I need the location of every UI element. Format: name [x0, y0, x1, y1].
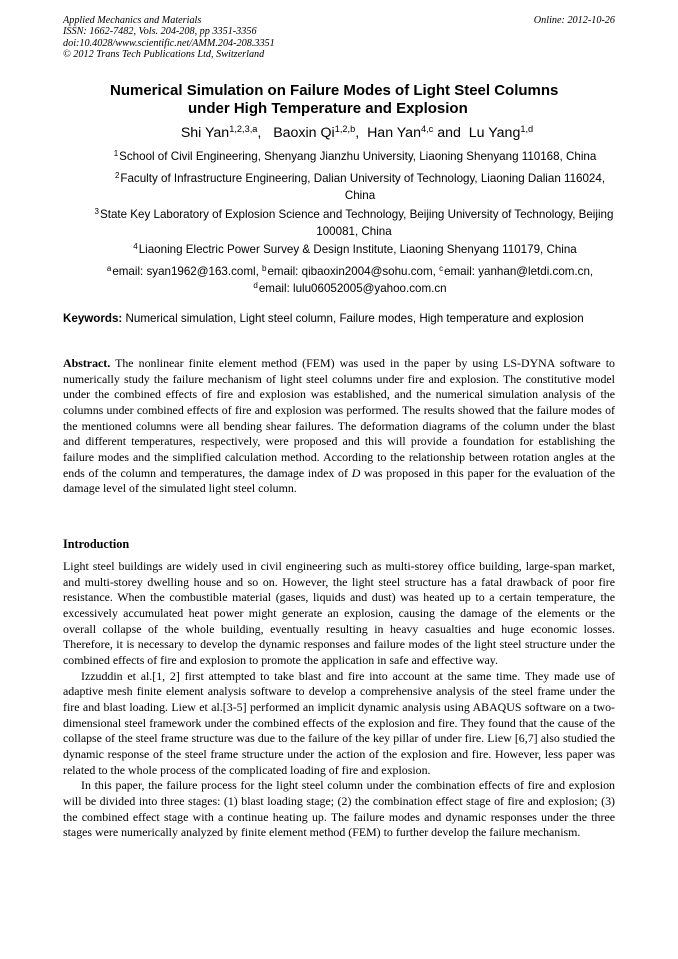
section-heading: Introduction — [63, 537, 130, 551]
affiliation-text: Liaoning Electric Power Survey & Design Institute, Liaoning Shenyang 110179, China — [138, 243, 577, 256]
title-line-1: Numerical Simulation on Failure Modes of Light Steel Columns — [110, 82, 559, 99]
author-sup: 1,d — [520, 123, 534, 134]
author-sup: 1,2,b — [334, 123, 356, 134]
affiliation-number: 4 — [133, 242, 138, 251]
affiliation-text: School of Civil Engineering, Shenyang Jianzhu University, Liaoning Shenyang 110168, China — [119, 150, 597, 163]
affiliation-number: 2 — [114, 171, 120, 180]
introduction-body — [63, 559, 615, 841]
email-label: d — [253, 280, 258, 290]
email-label: a — [106, 264, 112, 273]
email-b[interactable]: email: qibaoxin2004@sohu.com, — [267, 265, 440, 278]
affiliation-number: 1 — [113, 149, 119, 158]
journal-name: Applied Mechanics and Materials — [63, 15, 202, 26]
issn-line: ISSN: 1662-7482, Vols. 204-208, pp 3351-3356 — [63, 26, 257, 38]
author-sep: , — [355, 125, 364, 141]
affiliation-1 — [90, 149, 620, 166]
author-sup: 1,2,3,a — [229, 123, 258, 134]
doi-line: doi:10.4028/www.scientific.net/AMM.204-208.3351 — [63, 37, 275, 49]
paragraph-1: Light steel buildings are widely used in civil engineering such as multi-storey office building, large-span market, and multi-storey dwelling house and so on. However, the light steel structure has a fatal drawback of poor fire resistance. When the combustible material (gases, liquids and dust) was heated up to a certain temperature, the excessively accumulated heat power might generate an explosion, causing the damage of the elements or the overall collapse of the whole building, eventually resulting in heavy casualties and huge economic losses. Therefore, it is necessary to develop the dynamic responses and failure modes of the light steel structure under the combined effects of fire and explosion to promote the application in safe and effective way. — [63, 559, 615, 667]
email-d[interactable]: email: lulu06052005@yahoo.com.cn — [258, 281, 447, 295]
abstract-text-1: The nonlinear finite element method (FEM) was used in the paper by using LS-DYNA software to numerically study the failure mechanism of light steel columns under fire and explosion. The constitutive model under the combined effects of fire and explosion was established, and the numerical simulation analysis of the columns under combined effects of fire and explosion was performed. The results showed that the failure modes of the mentioned columns were all bending shear failures. The deformation diagrams of the column under the blast and different temperatures, respectively, were proposed and this will provide a foundation for establishing the failure modes and the simplified calculation method. According to the relationship between rotation angles at the ends of the column and temperatures, the damage index of — [63, 356, 615, 480]
affiliation-4 — [90, 242, 620, 259]
email-label: b — [262, 264, 267, 273]
paper-title — [110, 82, 610, 118]
affiliation-number: 3 — [94, 207, 99, 216]
abstract — [63, 356, 615, 497]
email-list — [70, 264, 630, 297]
email-c[interactable]: email: yanhan@letdi.com.cn, — [444, 265, 594, 278]
keywords — [63, 311, 615, 327]
online-date: Online: 2012-10-26 — [533, 15, 615, 26]
author-name: Shi Yan — [180, 125, 230, 141]
author-list — [0, 124, 678, 142]
author-sep: and — [433, 125, 465, 141]
author-name: Baoxin Qi — [273, 125, 335, 141]
abstract-text-2: was proposed in this paper for the evaluation of the damage level of the simulated light steel column. — [63, 465, 615, 496]
keywords-label: Keywords: — [63, 312, 123, 325]
email-a[interactable]: email: syan1962@163.coml, — [112, 265, 263, 278]
title-line-2: under High Temperature and Explosion — [188, 100, 468, 117]
email-label: c — [439, 264, 444, 273]
affiliation-text: Faculty of Infrastructure Engineering, Dalian University of Technology, Liaoning Dalian 116024, China — [120, 172, 606, 202]
abstract-label: Abstract. — [63, 356, 111, 370]
abstract-variable: D — [351, 465, 361, 480]
affiliation-3 — [85, 207, 623, 239]
keywords-text: Numerical simulation, Light steel column, Failure modes, High temperature and explosion — [125, 312, 584, 325]
affiliation-2 — [100, 171, 620, 203]
author-name: Han Yan — [367, 125, 421, 141]
author-sep: , — [257, 125, 270, 141]
affiliation-text: State Key Laboratory of Explosion Science and Technology, Beijing University of Technology, Beijing 100081, China — [100, 208, 614, 238]
paragraph-2: Izzuddin et al.[1, 2] first attempted to take blast and fire into account at the same time. They made use of adaptive mesh finite element analysis software to develop a comprehensive analysis of the steel frame under the fire and blast loading. Liew et al.[3-5] performed an implicit dynamic analysis using ABAQUS software on a two-dimensional steel framework under the combined effects of the explosion and fire. They found that the cause of the collapse of the steel frame structure was due to the failure of the key pillar of under fire. Liew [6,7] also studied the dynamic response of the steel frame structure under the action of the explosion and fire. However, less paper was related to the whole process of the complicated loading of fire and explosion. — [63, 668, 615, 777]
paragraph-3: In this paper, the failure process for the light steel column under the combination effects of fire and explosion will be divided into three stages: (1) blast loading stage; (2) the combination effect stage of fire and explosion; (3) the combined effect stage with a continue heating up. The failure modes and dynamic responses under the three stages were numerically analyzed by finite element method (FEM) to further develop the failure mechanism. — [63, 778, 615, 840]
copyright-line: © 2012 Trans Tech Publications Ltd, Switzerland — [63, 49, 265, 61]
journal-header — [63, 15, 615, 61]
author-name: Lu Yang — [468, 125, 521, 141]
author-sup: 4,c — [420, 123, 434, 134]
